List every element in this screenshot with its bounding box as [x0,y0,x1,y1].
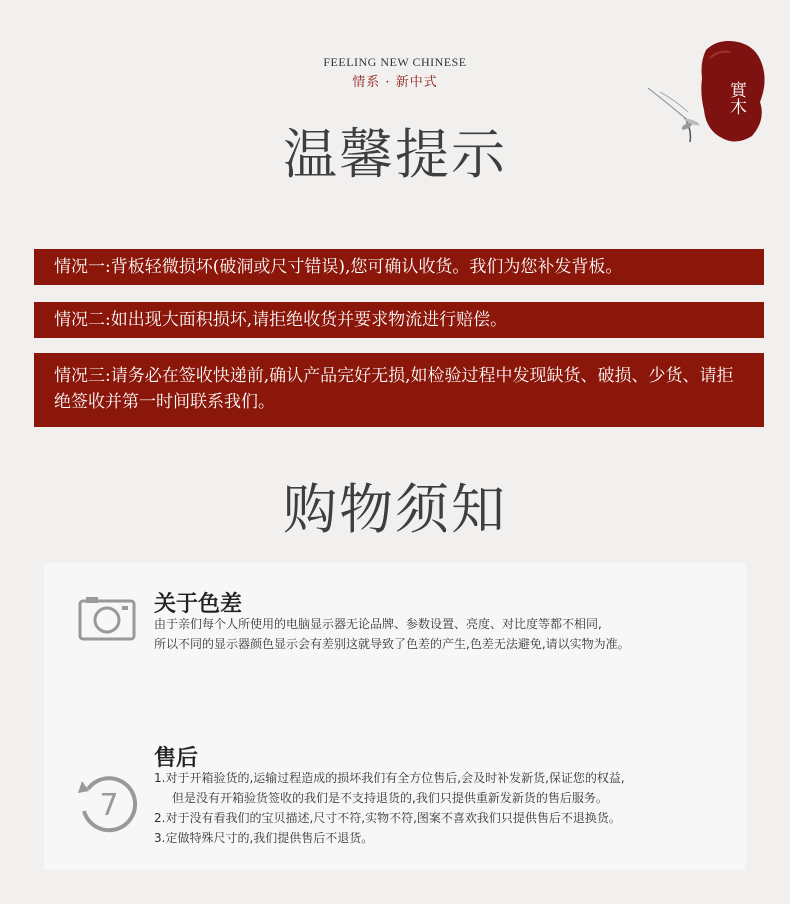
seven-day-return-icon [76,771,140,835]
color-difference-line-2: 所以不同的显示器颜色显示会有差别这就导致了色差的产生,色差无法避免,请以实物为准。 [154,637,630,651]
after-sales-line-4: 3.定做特殊尺寸的,我们提供售后不退货。 [154,831,374,845]
brand-tagline-en: FEELING NEW CHINESE [323,55,467,69]
after-sales-line-2: 但是没有开箱验货签收的我们是不支持退货的,我们只提供重新发新货的售后服务。 [172,791,608,805]
after-sales-line-1: 1.对于开箱验货的,运输过程造成的损坏我们有全方位售后,会及时补发新货,保证您的权益, [154,771,625,785]
brand-tagline-cn: 情系 · 新中式 [352,75,438,90]
seal-text: 實木 [726,81,746,115]
color-difference-title: 关于色差 [154,592,243,617]
camera-icon [78,595,136,641]
shopping-notes-panel [44,563,746,870]
notice-case-1: 情况一:背板轻微损坏(破洞或尺寸错误),您可确认收货。我们为您补发背板。 [34,249,764,285]
shopping-notes-title: 购物须知 [283,478,507,541]
after-sales-line-3: 2.对于没有看我们的宝贝描述,尺寸不符,实物不符,图案不喜欢我们只提供售后不退换货。 [154,811,621,825]
color-difference-line-1: 由于亲们每个人所使用的电脑显示器无论品牌、参数设置、亮度、对比度等都不相同, [154,617,602,631]
notice-case-3: 情况三:请务必在签收快递前,确认产品完好无损,如检验过程中发现缺货、破损、少货、请拒绝签收并第一时间联系我们。 [34,353,764,427]
svg-text:7: 7 [99,788,119,823]
notice-case-2: 情况二:如出现大面积损坏,请拒绝收货并要求物流进行赔偿。 [34,302,764,338]
after-sales-title: 售后 [154,746,199,771]
tips-title: 温馨提示 [283,123,507,186]
